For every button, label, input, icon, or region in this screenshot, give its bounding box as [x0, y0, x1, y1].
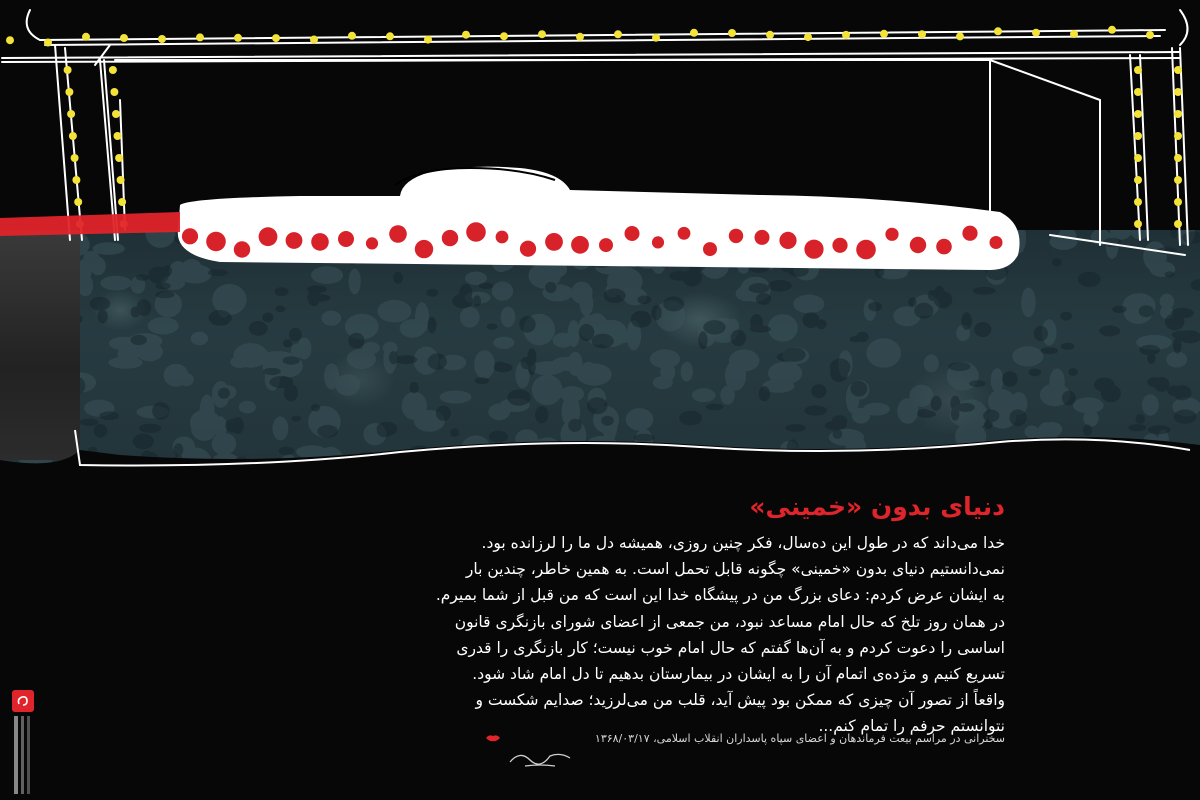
agency-logo-icon: [12, 690, 34, 712]
coffin-frame-illustration: [0, 0, 1200, 300]
quote-line: به ایشان عرض کردم: دعای بزرگ من در پیشگاه خدا این است که من قبل از شما بمیرم.: [435, 586, 1005, 605]
quote-line: اساسی را دعوت کردم و به آن‌ها گفتم که حال امام خوب نیست؛ کار بازنگری را قدری: [456, 638, 1005, 657]
quote-line: خدا می‌داند که در طول این ده‌سال، فکر چنین روزی، همیشه دل ما را لرزانده بود.: [481, 534, 1005, 552]
logo-credit-strip: [12, 716, 36, 794]
lips-icon: [486, 734, 500, 742]
logo-mark-icon: [16, 694, 30, 708]
quote-line: نتوانستم حرفم را تمام کنم...: [818, 717, 1005, 736]
quote-line: نمی‌دانستیم دنیای بدون «خمینی» چگونه قابل تحمل است. به همین خاطر، چندین بار: [465, 560, 1005, 579]
crowd-bottom-edge: [0, 420, 1200, 500]
quote-body: [285, 530, 1005, 740]
signature-icon: [505, 742, 575, 770]
source-caption: سخنرانی در مراسم بیعت فرماندهان و اعضای سپاه پاسداران انقلاب اسلامی، ۱۳۶۸/۰۳/۱۷: [594, 732, 1005, 745]
poster-title: دنیای بدون «خمینی»: [749, 492, 1005, 521]
quote-line: واقعاً از تصور آن چیزی که ممکن بود پیش آید، قلب من می‌لرزید؛ صدایم شکست و: [475, 691, 1005, 710]
body-silhouette: [178, 167, 1020, 270]
quote-line: تسریع کنیم و مژده‌ی اتمام آن را به ایشان در بیمارستان بدهیم تا دل امام شاد شود.: [472, 665, 1005, 684]
quote-line: در همان روز تلخ که حال امام مساعد نبود، من جمعی از اعضای شورای بازنگری قانون: [454, 612, 1005, 631]
